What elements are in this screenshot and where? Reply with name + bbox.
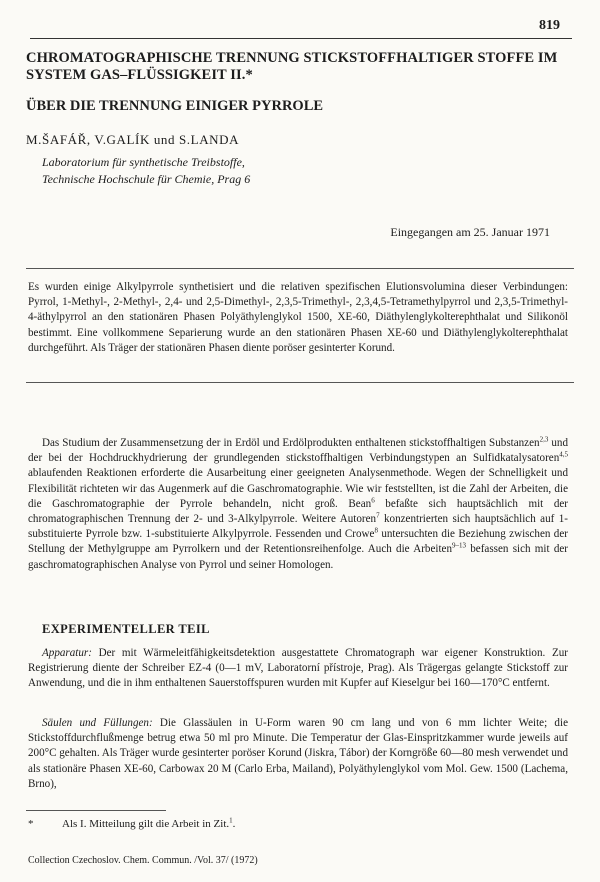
intro-text: befaßte sich hauptsächlich mit der chromatographischen Trennung der 2- und 3-Alkylpyrrole. Weitere Autoren	[28, 497, 568, 526]
affiliation	[42, 154, 250, 188]
citation-ref: 7	[376, 511, 380, 520]
intro-text: und der bei der Hochdruckhydrierung der grundlegenden stickstoffhaltigen Verbindungstypen an Sulfidkatalysatoren	[28, 437, 569, 465]
intro-text: konzentrierten sich hauptsächlich auf 1-substituierte Pyrrole bzw. 1-substituierte Alkylpyrrole. Fessenden und Crowe	[28, 513, 568, 541]
footnote-mark: *	[28, 818, 34, 830]
affiliation-line: Laboratorium für synthetische Treibstoffe,	[42, 155, 245, 169]
columns-paragraph	[28, 716, 568, 792]
footnote-text: Als I. Mitteilung gilt die Arbeit in Zit.	[62, 818, 230, 830]
intro-text: Das Studium der Zusammensetzung der in Erdöl und Erdölprodukten enthaltenen stickstoffhaltigen Substanzen	[42, 437, 540, 449]
article-title: CHROMATOGRAPHISCHE TRENNUNG STICKSTOFFHALTIGER STOFFE IM SYSTEM GAS–FLÜSSIGKEIT II.*	[26, 50, 558, 83]
citation-ref: 4,5	[559, 450, 568, 459]
journal-citation: Collection Czechoslov. Chem. Commun. /Vol. 37/ (1972)	[28, 855, 258, 866]
footnote-end: .	[232, 818, 236, 830]
footnote-rule	[26, 810, 166, 811]
header-rule	[30, 38, 572, 39]
paragraph-text: Die Glassäulen in U-Form waren 90 cm lang und von 6 mm lichter Weite; die Stickstoffdurchflußmenge betrug etwa 50 ml pro Minute. Die Temperatur der Glas-Einspritzkammer wurde jeweils auf 200°C gehalten. Als Träger wurde gesinterter poröser Korund (Jiskra, Tábor) der Korngröße 60—80 mesh verwendet und als stationäre Phasen XE-60, Carbowax 20 M (Carlo Erba, Mailand), Polyäthylenglykol vom Mol. Gew. 1500 (Lachema, Brno),	[28, 717, 568, 790]
citation-ref: 1	[229, 816, 233, 825]
abstract-top-rule	[26, 268, 574, 269]
paragraph-lead: Apparatur:	[42, 647, 92, 659]
introduction-paragraph	[28, 436, 568, 573]
abstract	[28, 280, 568, 356]
abstract-text: Es wurden einige Alkylpyrrole synthetisiert und die relativen spezifischen Elutionsvolumina dieser Verbindungen: Pyrrol, 1-Methyl-, 2-Methyl-, 2,4- und 2,5-Dimethyl-, 2,3,5-Trimethyl-, 2,3,4,5-Tetramethylpyrrol und 2,3,5-Trimethyl-4-äthylpyrrol an den stationären Phasen Polyäthylenglykol 1500, XE-60, Diäthylenglykolterephthalat und Silikonöl bestimmt. Eine vollkommene Separierung wurde an den stationären Phasen XE-60 und Diäthylenglykolterephthalat durchgeführt. Als Träger der stationären Phasen diente poröser gesinterter Korund.	[28, 281, 568, 354]
affiliation-line: Technische Hochschule für Chemie, Prag 6	[42, 172, 251, 186]
page-number: 819	[539, 18, 560, 33]
citation-ref: 8	[374, 526, 378, 535]
section-heading: EXPERIMENTELLER TEIL	[42, 622, 210, 636]
intro-text: untersuchten die Beziehung zwischen der Stellung der Methylgruppe am Pyrrolkern und der Retentionsreihenfolge. Auch die Arbeiten	[28, 528, 568, 556]
intro-text: ablaufenden Reaktionen erforderte die Ausarbeitung einer geeigneten Analysenmethode. Wegen der Schnelligkeit und Flexibilität richteten wir das Augenmerk auf die Gaschromatographie. Wie wir feststellten, ist die Zahl der Arbeiten, die die Gaschromatographie der Pyrrole behandeln, nicht groß. Bean	[28, 467, 568, 510]
footnote	[28, 818, 235, 830]
apparatus-paragraph	[28, 646, 568, 692]
abstract-bottom-rule	[26, 382, 574, 383]
paragraph-lead: Säulen und Füllungen:	[42, 717, 153, 729]
citation-ref: 6	[371, 496, 375, 505]
article-subtitle: ÜBER DIE TRENNUNG EINIGER PYRROLE	[26, 98, 324, 114]
paragraph-text: Der mit Wärmeleitfähigkeitsdetektion ausgestattete Chromatograph war eigener Konstruktion. Zur Registrierung diente der Schreiber EZ-4 (0—1 mV, Laboratorní přístroje, Prag). Als Trägergas gelangte Stickstoff zur Anwendung, und die in ihm enthaltenen Sauerstoffspuren wurden mit Kupfer auf Kieselgur bei 160—170°C entfernt.	[28, 647, 568, 690]
citation-ref: 9–13	[452, 541, 467, 550]
authors: M.ŠAFÁŘ, V.GALÍK und S.LANDA	[26, 132, 240, 147]
citation-ref: 2,3	[539, 435, 549, 444]
received-date: Eingegangen am 25. Januar 1971	[390, 225, 550, 239]
intro-text: befassen sich mit der gaschromatographischen Analyse von Pyrrol und seiner Homologen.	[28, 543, 568, 571]
